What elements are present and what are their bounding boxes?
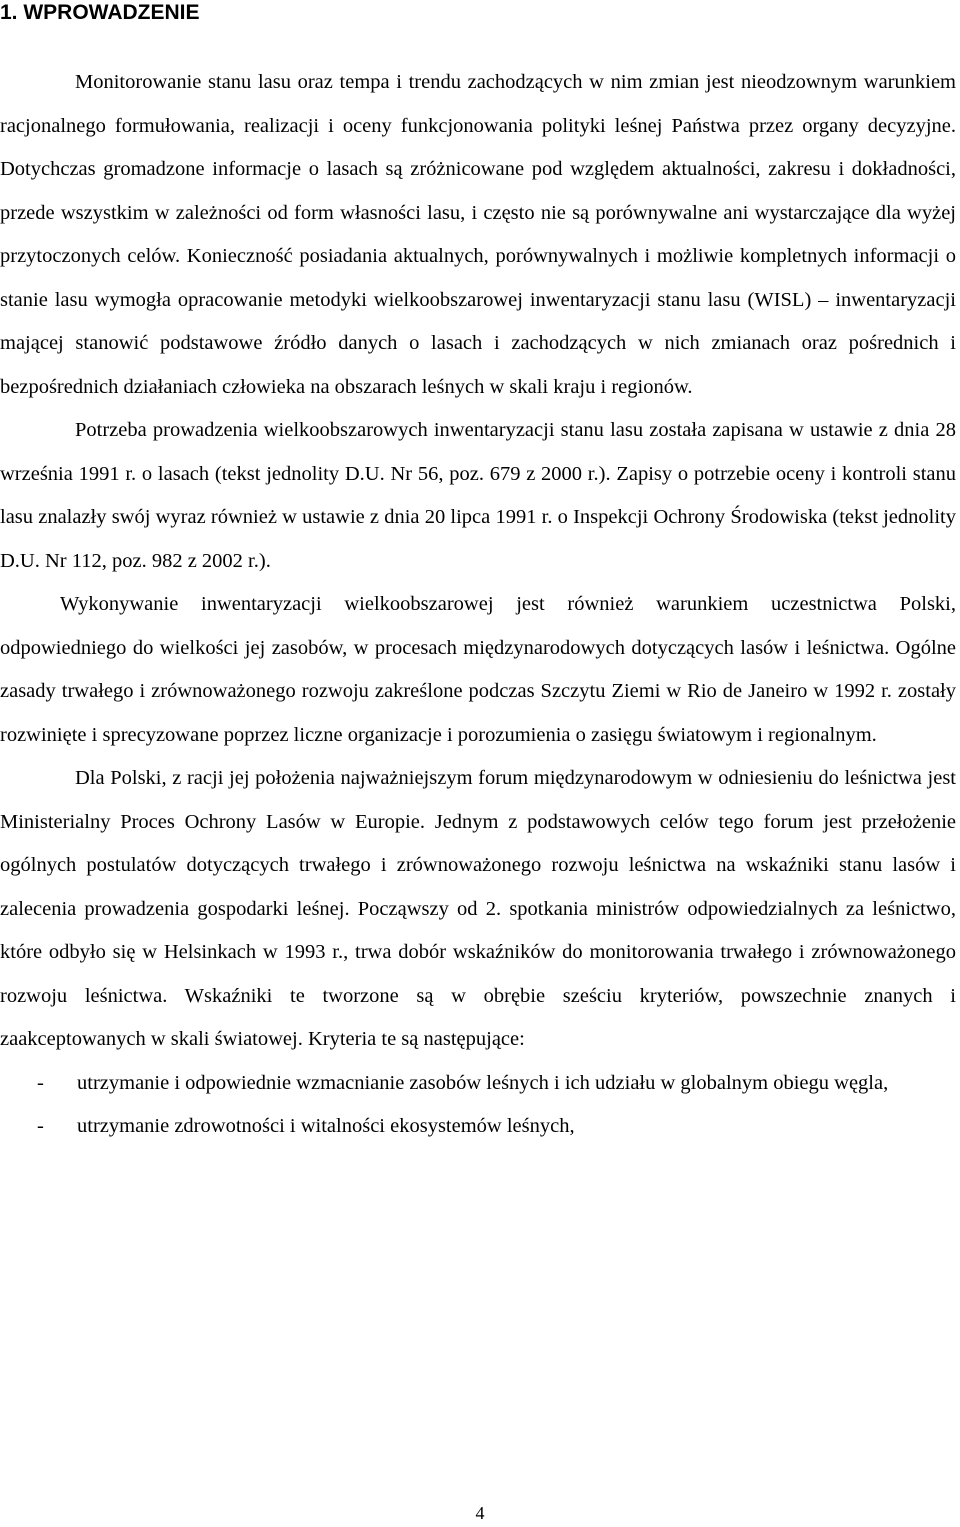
- list-item: [0, 1062, 956, 1106]
- paragraph-intro: Monitorowanie stanu lasu oraz tempa i trendu zachodzących w nim zmian jest nieodzownym warunkiem racjonalnego formułowania, realizacji i oceny funkcjonowania polityki leśnej Państwa przez organy decyzyjne. Dotychczas gromadzone informacje o lasach są zróżnicowane pod względem aktualności, zakresu i dokładności, przede wszystkim w zależności od form własności lasu, i często nie są porównywalne ani wystarczające dla wyżej przytoczonych celów. Konieczność posiadania aktualnych, porównywalnych i możliwie kompletnych informacji o stanie lasu wymogła opracowanie metodyki wielkoobszarowej inwentaryzacji stanu lasu (WISL) – inwentaryzacji mającej stanowić podstawowe źródło danych o lasach i zachodzących w nich zmianach oraz pośrednich i bezpośrednich działaniach człowieka na obszarach leśnych w skali kraju i regionów.: [0, 71, 956, 398]
- page-number: 4: [475, 1503, 485, 1523]
- list-bullet: -: [37, 1115, 44, 1137]
- document-body: [0, 61, 956, 1149]
- section-heading: 1. WPROWADZENIE: [0, 1, 200, 24]
- list-bullet: -: [37, 1071, 44, 1094]
- paragraph-international: Wykonywanie inwentaryzacji wielkoobszarowej jest również warunkiem uczestnictwa Polski, odpowiedniego do wielkości jej zasobów, w procesach międzynarodowych dotyczących lasów i leśnictwa. Ogólne zasady trwałego i zrównoważonego rozwoju zakreślone podczas Szczytu Ziemi w Rio de Janeiro w 1992 r. zostały rozwinięte i sprecyzowane poprzez liczne organizacje i porozumienia o zasięgu światowym i regionalnym.: [0, 593, 956, 746]
- paragraph-mcpfe: Dla Polski, z racji jej położenia najważniejszym forum międzynarodowym w odniesieniu do leśnictwa jest Ministerialny Proces Ochrony Lasów w Europie. Jednym z podstawowych celów tego forum jest przełożenie ogólnych postulatów dotyczących trwałego i zrównoważonego rozwoju leśnictwa na wskaźniki stanu lasów i zalecenia prowadzenia gospodarki leśnej. Począwszy od 2. spotkania ministrów odpowiedzialnych za leśnictwo, które odbyło się w Helsinkach w 1993 r., trwa dobór wskaźników do monitorowania trwałego i zrównoważonego rozwoju leśnictwa. Wskaźniki te tworzone są w obrębie sześciu kryteriów, powszechnie znanych i zaakceptowanych w skali światowej. Kryteria te są następujące:: [0, 767, 956, 1050]
- criteria-list: [0, 1062, 956, 1149]
- list-item: [0, 1105, 956, 1149]
- paragraph-legal-basis: Potrzeba prowadzenia wielkoobszarowych inwentaryzacji stanu lasu została zapisana w ustawie z dnia 28 września 1991 r. o lasach (tekst jednolity D.U. Nr 56, poz. 679 z 2000 r.). Zapisy o potrzebie oceny i kontroli stanu lasu znalazły swój wyraz również w ustawie z dnia 20 lipca 1991 r. o Inspekcji Ochrony Środowiska (tekst jednolity D.U. Nr 112, poz. 982 z 2002 r.).: [0, 419, 956, 572]
- list-item-text: utrzymanie zdrowotności i witalności ekosystemów leśnych,: [77, 1115, 575, 1137]
- list-item-text: utrzymanie i odpowiednie wzmacnianie zasobów leśnych i ich udziału w globalnym obiegu węgla,: [77, 1071, 889, 1094]
